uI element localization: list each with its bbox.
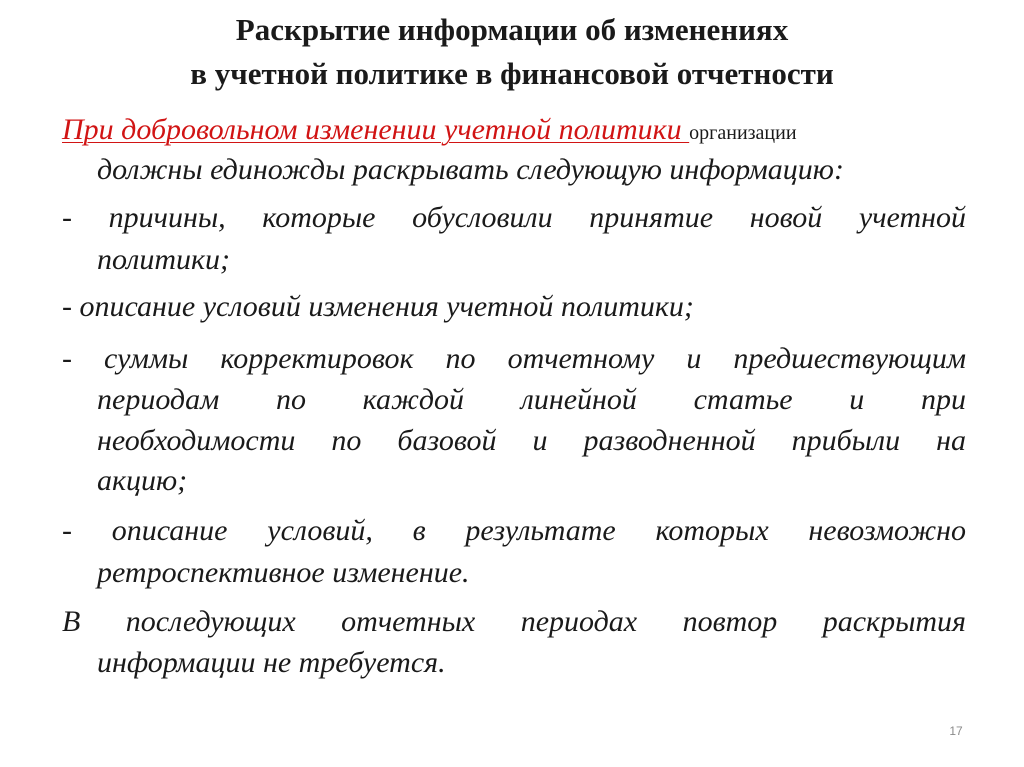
closing-line-1: В последующих отчетных периодах повтор раскрытия [62,605,966,638]
list-item-3-line-3: необходимости по базовой и разводненной прибыли на [97,424,966,457]
intro-org-word: организации [689,122,797,144]
list-item-1-line-1: - причины, которые обусловили принятие новой учетной [62,201,966,234]
list-item-3-line-4: акцию; [97,464,188,497]
page-number: 17 [949,724,963,738]
list-item-3-line-1: - суммы корректировок по отчетному и предшествующим [62,342,966,375]
list-item-2-line-1: - описание условий изменения учетной политики; [62,290,694,323]
list-item-4-line-2: ретроспективное изменение. [97,556,470,589]
list-item-4-line-1: - описание условий, в результате которых невозможно [62,514,966,547]
list-item-1-line-2: политики; [97,243,231,276]
intro-line-1 [62,110,966,153]
closing-line-2: информации не требуется. [97,646,446,679]
list-item-3-line-2: периодам по каждой линейной статье и при [97,383,966,416]
slide-title-line-2: в учетной политике в финансовой отчетности [190,56,834,91]
intro-line-2: должны единожды раскрывать следующую информацию: [97,153,844,186]
intro-red-lead: При добровольном изменении учетной политики [62,113,690,146]
slide-title-line-1: Раскрытие информации об изменениях [235,12,789,47]
